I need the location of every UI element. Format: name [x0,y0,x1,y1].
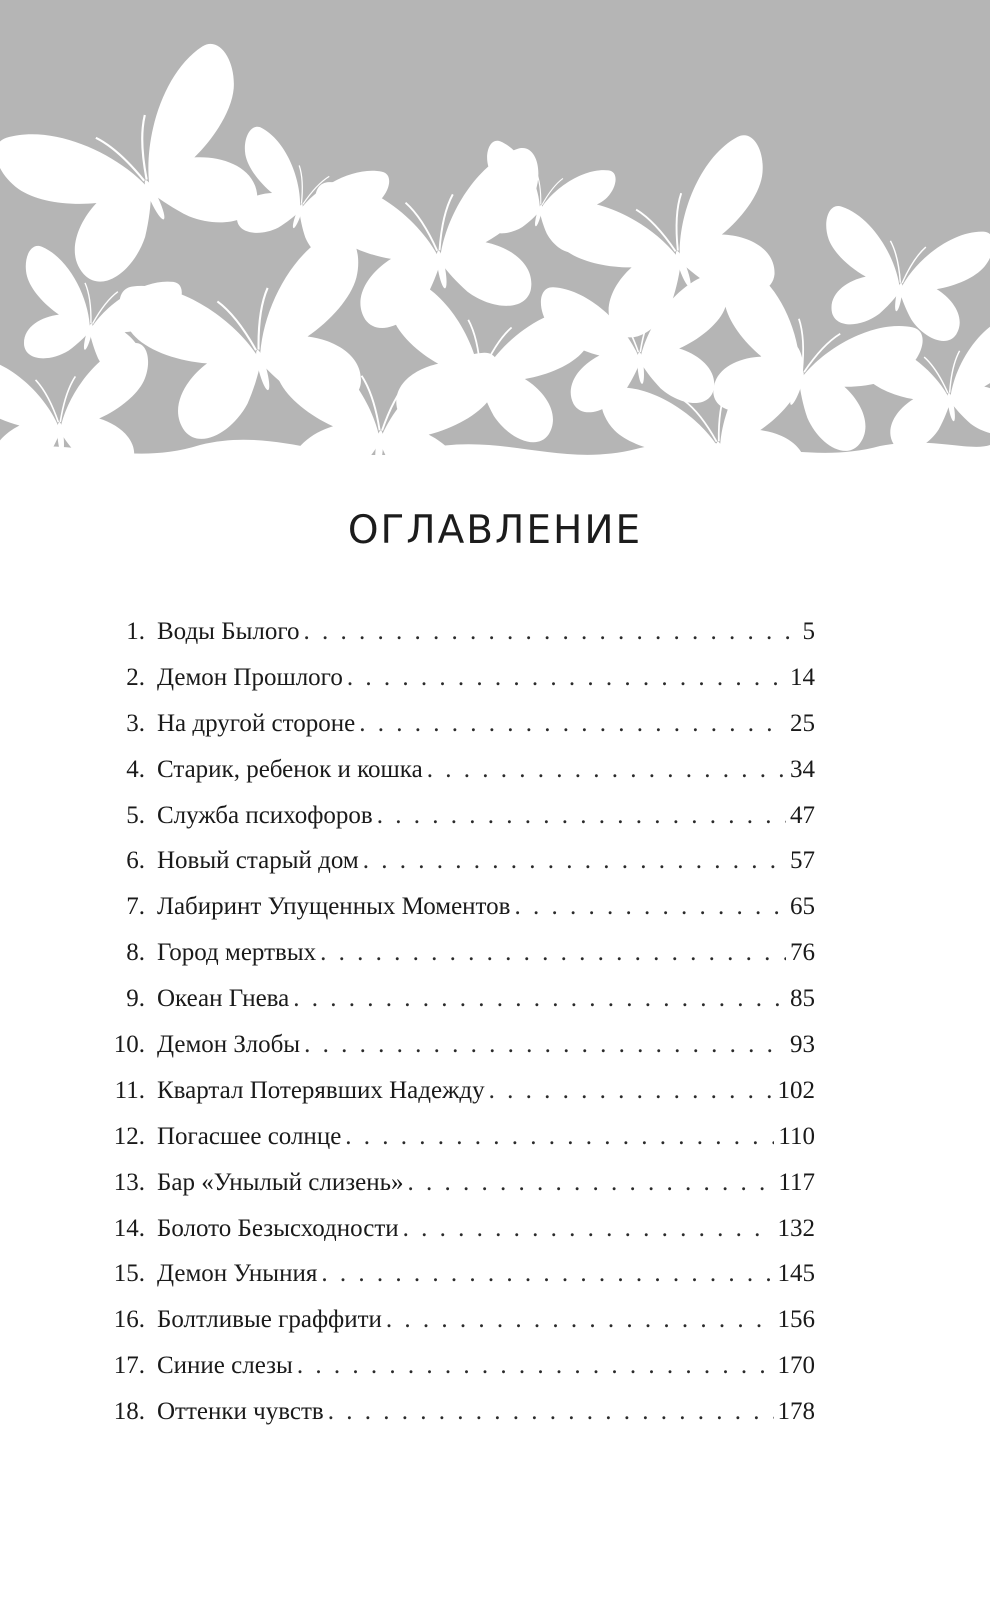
toc-page-number: 145 [777,1260,815,1288]
toc-number: 1. [126,618,145,645]
toc-page-number: 34 [790,755,815,783]
toc-entry [95,1260,815,1306]
toc-entry [95,802,815,848]
toc-number: 15. [113,1260,145,1288]
toc-number: 6. [126,847,145,875]
toc-entry [95,1306,815,1352]
toc-page-number: 102 [777,1076,815,1104]
toc-entry [95,1352,815,1398]
toc-entry [95,985,815,1031]
toc-entry [95,1031,815,1077]
toc-number: 17. [113,1352,145,1380]
dot-leader [514,893,786,921]
toc-entry [95,893,815,939]
toc-title: Демон Прошлого [157,663,343,691]
toc-number: 4. [126,755,145,783]
toc-title: Оттенки чувств [157,1398,324,1426]
toc-entry [95,710,815,756]
toc-entry [95,618,815,664]
toc-entry [95,1398,815,1444]
toc-entry [95,1215,815,1261]
dot-leader [303,618,798,646]
table-of-contents [95,618,815,1444]
toc-number: 7. [126,893,145,921]
toc-title: Новый старый дом [157,847,359,875]
toc-page-number: 5 [802,618,815,645]
toc-page-number: 156 [777,1306,815,1334]
toc-number: 3. [126,709,145,737]
toc-title: Квартал Потерявших Надежду [157,1076,485,1104]
toc-entry [95,664,815,710]
dot-leader [321,1260,773,1288]
toc-number: 8. [126,939,145,967]
toc-number: 13. [113,1168,145,1196]
page-title: ОГЛАВЛЕНИЕ [347,508,643,553]
dot-leader [345,1123,774,1151]
toc-title: Океан Гнева [157,985,290,1013]
dot-leader [403,1215,774,1243]
toc-page-number: 110 [778,1122,815,1150]
toc-number: 14. [113,1214,145,1242]
toc-number: 16. [113,1306,145,1334]
toc-page-number: 65 [790,893,815,921]
dot-leader [293,985,786,1013]
toc-page-number: 25 [790,709,815,737]
toc-title: Старик, ребенок и кошка [157,755,423,783]
toc-title: Погасшее солнце [157,1122,342,1150]
toc-page-number: 132 [777,1214,815,1242]
toc-title: Демон Злобы [157,1031,301,1059]
toc-title: Воды Былого [157,618,300,645]
dot-leader [347,664,786,692]
toc-page-number: 14 [790,663,815,691]
dot-leader [489,1077,774,1105]
toc-entry [95,939,815,985]
toc-page-number: 170 [777,1352,815,1380]
toc-title: Служба психофоров [157,801,373,829]
toc-entry [95,847,815,893]
toc-number: 12. [113,1122,145,1150]
dot-leader [427,756,786,784]
dot-leader [297,1352,774,1380]
toc-page-number: 178 [777,1398,815,1426]
toc-page-number: 76 [790,939,815,967]
dot-leader [407,1169,774,1197]
butterfly-header-illustration [0,0,990,500]
toc-page-number: 117 [778,1168,815,1196]
toc-title: На другой стороне [157,709,356,737]
dot-leader [386,1306,774,1334]
dot-leader [320,939,786,967]
toc-title: Болото Безысходности [157,1214,399,1242]
dot-leader [359,710,786,738]
toc-title: Лабиринт Упущенных Моментов [157,893,511,921]
toc-title: Город мертвых [157,939,317,967]
toc-page-number: 47 [790,801,815,829]
dot-leader [377,802,786,830]
toc-page-number: 57 [790,847,815,875]
toc-entry [95,1169,815,1215]
toc-title: Демон Уныния [157,1260,318,1288]
toc-page-number: 93 [790,1031,815,1059]
toc-entry [95,756,815,802]
toc-number: 10. [113,1031,145,1059]
dot-leader [328,1398,774,1426]
toc-title: Болтливые граффити [157,1306,382,1334]
toc-number: 11. [114,1076,145,1104]
toc-title: Синие слезы [157,1352,293,1380]
toc-number: 9. [126,985,145,1013]
dot-leader [363,847,786,875]
toc-number: 18. [113,1398,145,1426]
toc-entry [95,1123,815,1169]
toc-number: 5. [126,801,145,829]
toc-number: 2. [126,663,145,691]
toc-title: Бар «Унылый слизень» [157,1168,404,1196]
toc-page-number: 85 [790,985,815,1013]
dot-leader [304,1031,786,1059]
toc-entry [95,1077,815,1123]
